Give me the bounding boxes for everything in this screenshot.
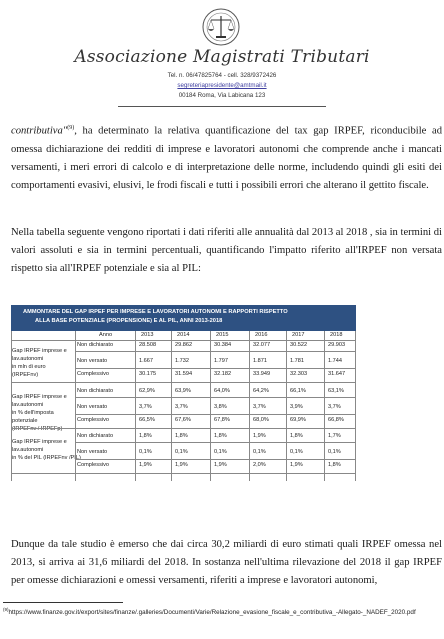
row-label-non-versato: Non versato — [77, 404, 108, 410]
group-label-line: (IRPEFnv / IRPEFp) — [12, 426, 63, 432]
table-cell: 1,8% — [290, 433, 303, 439]
row-label-non-dichiarato: Non dichiarato — [77, 433, 114, 439]
group-rule — [11, 382, 356, 383]
header-rule — [11, 340, 356, 341]
table-cell: 1.667 — [139, 358, 153, 364]
table-title-line-1: AMMONTARE DEL GAP IRPEF PER IMPRESE E LAVORATORI AUTONOMI E RAPPORTI RISPETTO — [23, 309, 288, 315]
table-cell: 67,6% — [175, 417, 191, 423]
table-cell: 66,1% — [290, 388, 306, 394]
table-cell: 63,1% — [328, 388, 344, 394]
row-label-non-versato: Non versato — [77, 449, 108, 455]
table-cell: 29.862 — [175, 342, 193, 348]
table-cell: 63,9% — [175, 388, 191, 394]
year-header: Anno — [99, 332, 113, 338]
table-cell: 0,1% — [290, 449, 303, 455]
group-label-line: potenziale — [12, 418, 38, 424]
contact-address: 00184 Roma, Via Labicana 123 — [178, 92, 266, 99]
group-label-line: Gap IRPEF imprese e — [12, 394, 67, 400]
year-col-2017: 2017 — [292, 332, 305, 338]
table-cell: 0,1% — [253, 449, 266, 455]
row-rule — [75, 397, 356, 398]
contact-phone: Tel. n. 06/47825764 - cell. 328/9372426 — [167, 72, 277, 79]
table-cell: 30.175 — [139, 371, 157, 377]
table-cell: 1,7% — [328, 433, 341, 439]
table-cell: 3,7% — [175, 404, 188, 410]
table-cell: 1,8% — [175, 433, 188, 439]
table-cell: 1.732 — [175, 358, 189, 364]
row-rule — [75, 414, 356, 415]
paragraph-conclusion: Dunque da tale studio è emerso che dai circa 30,2 miliardi di euro stimati quali IRPEF omessa nel 2013, si arriva ai 31,6 miliardi del 2018. In sostanza nell'ultima rilevazione del 2018 il gap IRPEF per omesse dichiarazioni e omessi versamenti, riferiti a imprese e lavoratori autonomi, — [11, 539, 442, 587]
row-label-complessivo: Complessivo — [77, 462, 110, 468]
scales-of-justice-seal-icon — [195, 7, 247, 47]
row-rule — [75, 351, 356, 352]
table-cell: 3,7% — [328, 404, 341, 410]
table-cell: 0,1% — [175, 449, 188, 455]
col-rule — [75, 331, 76, 481]
table-title-line-2: ALLA BASE POTENZIALE (PROPENSIONE) E AL PIL, ANNI 2013-2018 — [35, 318, 223, 324]
table-cell: 1,8% — [139, 433, 152, 439]
col-rule — [286, 331, 287, 481]
col-rule — [11, 331, 12, 481]
table-cell: 3,7% — [253, 404, 266, 410]
row-label-non-versato: Non versato — [77, 358, 108, 364]
row-label-non-dichiarato: Non dichiarato — [77, 388, 114, 394]
table-cell: 1,9% — [139, 462, 152, 468]
table-cell: 66,5% — [139, 417, 155, 423]
table-cell: 64,2% — [253, 388, 269, 394]
row-rule — [75, 459, 356, 460]
group-label-line: (IRPEFnv) — [12, 372, 39, 378]
paragraph-tax-gap-intro — [11, 119, 442, 195]
group-label-line: Gap IRPEF imprese e — [12, 439, 67, 445]
association-name: Associazione Magistrati Tributari — [74, 47, 370, 67]
contact-email-link[interactable]: segreteriapresidente@amtmail.it — [177, 82, 267, 89]
row-label-non-dichiarato: Non dichiarato — [77, 342, 114, 348]
table-cell: 67,8% — [214, 417, 230, 423]
table-cell: 3,7% — [139, 404, 152, 410]
header-divider — [118, 106, 326, 107]
table-cell: 31.594 — [175, 371, 193, 377]
footnote — [3, 605, 439, 617]
table-cell: 30.384 — [214, 342, 232, 348]
group-label-line: in mln di euro — [12, 364, 46, 370]
group-label-line: Gap IRPEF imprese e — [12, 348, 67, 354]
col-rule — [355, 331, 356, 481]
table-cell: 1.744 — [328, 358, 342, 364]
irpef-gap-table — [11, 305, 356, 481]
col-rule — [324, 331, 325, 481]
group-label-line: lav.autonomi — [12, 356, 44, 362]
table-cell: 31.647 — [328, 371, 346, 377]
group-label-line: lav.autonomi — [12, 447, 44, 453]
italic-term: contributiva" — [11, 125, 68, 137]
footnote-divider — [3, 602, 123, 603]
table-cell: 32.077 — [253, 342, 271, 348]
table-cell: 3,9% — [290, 404, 303, 410]
table-cell: 66,8% — [328, 417, 344, 423]
table-cell: 1,9% — [290, 462, 303, 468]
table-cell: 0,1% — [214, 449, 227, 455]
table-cell: 62,9% — [139, 388, 155, 394]
table-cell: 1.781 — [290, 358, 304, 364]
group-label-line: in % del PIL (IRPEFnv /PIL) — [12, 455, 81, 461]
table-cell: 2,0% — [253, 462, 266, 468]
table-cell: 30.522 — [290, 342, 308, 348]
year-col-2018: 2018 — [330, 332, 343, 338]
group-label-line: lav.autonomi — [12, 402, 44, 408]
table-cell: 1,9% — [214, 462, 227, 468]
table-cell: 1.797 — [214, 358, 228, 364]
table-cell: 0,1% — [139, 449, 152, 455]
year-col-2014: 2014 — [177, 332, 190, 338]
table-cell: 32.303 — [290, 371, 308, 377]
col-rule — [249, 331, 250, 481]
row-label-complessivo: Complessivo — [77, 371, 110, 377]
footnote-ref[interactable]: (9) — [67, 125, 75, 131]
year-col-2015: 2015 — [216, 332, 229, 338]
group-label-line: in % dell'imposta — [12, 410, 54, 416]
table-cell: 28.508 — [139, 342, 157, 348]
group-rule — [11, 473, 356, 474]
row-rule — [75, 442, 356, 443]
table-cell: 1,8% — [214, 433, 227, 439]
row-label-complessivo: Complessivo — [77, 417, 110, 423]
table-cell: 33.949 — [253, 371, 271, 377]
table-cell: 69,9% — [290, 417, 306, 423]
table-cell: 0,1% — [328, 449, 341, 455]
table-cell: 3,8% — [214, 404, 227, 410]
table-cell: 1,9% — [253, 433, 266, 439]
row-rule — [75, 368, 356, 369]
footnote-marker: (9) — [3, 607, 9, 612]
col-rule — [171, 331, 172, 481]
year-col-2016: 2016 — [255, 332, 268, 338]
letterhead — [0, 0, 444, 112]
table-cell: 68,0% — [253, 417, 269, 423]
table-cell: 64,0% — [214, 388, 230, 394]
year-col-2013: 2013 — [141, 332, 154, 338]
footnote-link[interactable]: https://www.finanze.gov.it/export/sites/finanze/.galleries/Documenti/Varie/Relazione_evasione_fiscale_e_contributiva_-Allegato-_NADEF_2020.pdf — [8, 609, 416, 617]
table-cell: 1.871 — [253, 358, 267, 364]
table-cell: 1,9% — [175, 462, 188, 468]
table-title — [11, 305, 356, 331]
table-cell: 1,8% — [328, 462, 341, 468]
paragraph-table-intro: Nella tabella seguente vengono riportati i dati riferiti alle annualità dal 2013 al 2018 , sia in termini di valori assoluti e sia in termini percentuali, quantificando l'impatto riferito all'IRPEF non versata rispetto sia all'IRPEF potenziale e sia al PIL: — [11, 227, 442, 275]
table-cell: 32.182 — [214, 371, 232, 377]
group-rule — [11, 428, 356, 429]
paragraph-text: , ha determinato la relativa quantificazione del tax gap IRPEF, riconducibile ad omessa dichiarazione dei redditi di imprese e lavoratori autonomi che comprende anche i mancati versamenti, i meri errori di calcolo e di interpretazione delle norme, includendo quindi gli esiti dei comportamenti evasivi, elusivi, le frodi fiscali e tutti i possibili errori che alterano il gettito fiscale. — [11, 125, 442, 192]
table-cell: 29.903 — [328, 342, 346, 348]
col-rule — [135, 331, 136, 481]
col-rule — [210, 331, 211, 481]
